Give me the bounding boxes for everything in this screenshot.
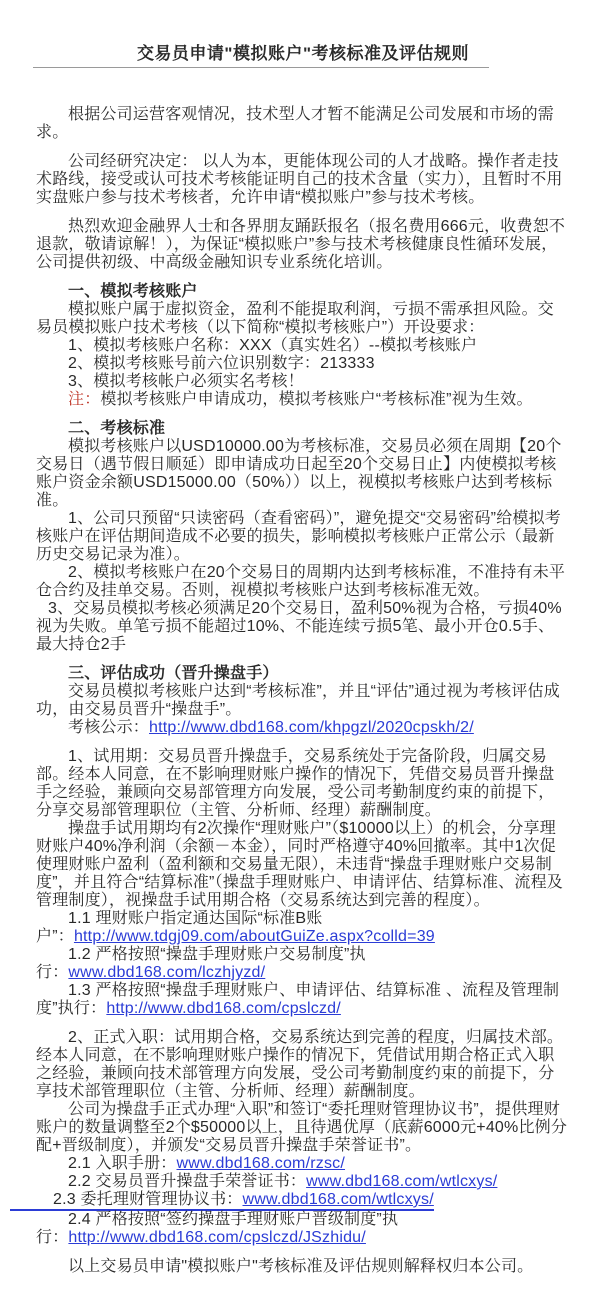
item-2-4-text: 2.4 严格按照“签约操盘手理财账户晋级制度”执 [68, 1211, 399, 1228]
section1-item-2: 2、模拟考核账号前六位识别数字：213333 [68, 355, 375, 372]
footer-statement: 以上交易员申请"模拟账户"考核标准及评估规则解释权归本公司。 [68, 1258, 534, 1275]
item-2-2-link[interactable]: www.dbd168.com/wtlcxys/ [306, 1173, 498, 1190]
formal-employment-paragraph: 2、正式入职：试用期合格，交易系统达到完善的程度，归属技术部。经本人同意，在不影响理财账户操作的情况下，凭借试用期合格正式入职之经验，兼顾向技术部管理方向发展，受公司考勤制度约束的前提下，分享技术部管理职位（主管、分析师、经理）薪酬制度。 [36, 1029, 564, 1100]
formal-employment-paragraph-2: 公司为操盘手正式办理“入职”和签订“委托理财管理协议书”，提供理财账户的数量调整至2个$50000以上，且待遇优厚（底薪6000元+40%比例分配+晋级制度），并颁发“交易员晋升操盘手荣誉证书”。 [36, 1101, 568, 1154]
list-item-2-3 [36, 1191, 570, 1211]
intro-paragraph-2: 公司经研究决定： 以人为本，更能体现公司的人才战略。操作者走技术路线，接受或认可技术考核能证明自己的技术含量（实力），且暂时不用实盘账户参与技术考核者，允许申请“模拟账户”参与技术考核。 [36, 153, 563, 206]
assessment-publicity-line [36, 719, 570, 737]
trial-period-paragraph: 1、试用期：交易员晋升操盘手，交易系统处于完备阶段，归属交易部。经本人同意，在不影响理财账户操作的情况下，凭借交易员晋升操盘手之经验，兼顾向交易部管理方向发展，受公司考勤制度约束的前提下，分享交易部管理职位（主管、分析师、经理）薪酬制度。 [36, 748, 555, 819]
list-item-2-2 [36, 1173, 570, 1191]
section2-lead: 模拟考核账户以USD10000.00为考核标准，交易员必须在周期【20个交易日（遇节假日顺延）即申请成功日起至20个交易日止】内使模拟考核账户资金余额USD15000.00（50%））以上，视模拟考核账户达到考核标准。 [36, 438, 562, 509]
item-1-3-label: 度”执行： [36, 1000, 107, 1017]
section3-heading: 三、评估成功（晋升操盘手） [68, 665, 279, 682]
section1-item-1: 1、模拟考核账户名称：XXX（真实姓名）--模拟考核账户 [68, 337, 478, 354]
item-1-1-label: 户”： [36, 928, 74, 945]
section2-item-1: 1、公司只预留“只读密码（查看密码）”，避免提交“交易密码”给模拟考核账户在评估期间造成不必要的损失，影响模拟考核账户正常公示（最新历史交易记录为准）。 [36, 510, 562, 563]
section2-heading: 二、考核标准 [68, 420, 166, 437]
list-item-1-1 [36, 910, 570, 946]
item-1-1-link[interactable]: http://www.tdgj09.com/aboutGuiZe.aspx?colld=39 [73, 928, 435, 945]
item-1-3-text: 1.3 严格按照“操盘手理财账户、申请评估、结算标准 、流程及管理制 [68, 982, 560, 999]
item-1-2-link[interactable]: www.dbd168.com/lczhjyzd/ [68, 964, 266, 981]
section1-note [36, 391, 570, 409]
item-2-2-label: 2.2 交易员晋升操盘手荣誉证书： [68, 1173, 307, 1190]
list-item-1-3 [36, 982, 570, 1018]
section1-heading: 一、模拟考核账户 [68, 283, 198, 300]
list-item-2-4 [36, 1211, 570, 1247]
item-2-3-underlined-line [10, 1191, 434, 1211]
section1-lead: 模拟账户属于虚拟资金，盈利不能提取利润，亏损不需承担风险。交易员模拟账户技术考核（以下简称“模拟考核账户”）开设要求： [36, 301, 555, 336]
assessment-publicity-label: 考核公示： [68, 719, 150, 736]
assessment-publicity-link[interactable]: http://www.dbd168.com/khpgzl/2020cpskh/2/ [149, 719, 474, 736]
item-1-2-label: 行： [36, 964, 69, 981]
item-2-1-label: 2.1 入职手册： [68, 1155, 177, 1172]
item-2-1-link[interactable]: www.dbd168.com/rzsc/ [176, 1155, 346, 1172]
list-item-2-1 [36, 1155, 570, 1173]
title-rule [33, 67, 489, 68]
item-2-3-link[interactable]: www.dbd168.com/wtlcxys/ [242, 1191, 434, 1208]
trial-period-paragraph-2: 操盘手试用期均有2次操作“理财账户”（$10000以上）的机会，分享理财账户40%净利润（余额－本金），同时严格遵守40%回撤率。其中1次促使理财账户盈利（盈利额和交易量无限），未违背“操盘手理财账户交易制度”，并且符合“结算标准”（操盘手理财账户、申请评估、结算标准、流程及管理制度），视操盘手试用期合格（交易系统达到完善的程度）。 [36, 820, 563, 909]
item-2-4-link[interactable]: http://www.dbd168.com/cpslczd/JSzhidu/ [68, 1229, 366, 1246]
item-2-4-label: 行： [36, 1229, 69, 1246]
item-1-3-link[interactable]: http://www.dbd168.com/cpslczd/ [106, 1000, 341, 1017]
item-1-1-text: 1.1 理财账户指定通达国际“标准B账 [68, 910, 323, 927]
section3-lead: 交易员模拟考核账户达到“考核标准”，并且“评估”通过视为考核评估成功，由交易员晋升“操盘手”。 [36, 683, 560, 718]
note-label: 注： [68, 391, 101, 408]
section2-item-2: 2、模拟考核账户在20个交易日的周期内达到考核标准，不准持有未平仓合约及挂单交易。否则，视模拟考核账户达到考核标准无效。 [36, 564, 566, 599]
list-item-1-2 [36, 946, 570, 982]
item-2-3-label: 2.3 委托理财管理协议书： [53, 1191, 243, 1208]
note-text: 模拟考核账户申请成功，模拟考核账户“考核标准”视为生效。 [100, 391, 533, 408]
section1-item-3: 3、模拟考核帐户必须实名考核！ [68, 373, 304, 390]
intro-paragraph-3: 热烈欢迎金融界人士和各界朋友踊跃报名（报名费用666元，收费恕不退款，敬请谅解！），为保证“模拟账户”参与技术考核健康良性循环发展，公司提供初级、中高级金融知识专业系统化培训。 [36, 218, 566, 271]
section2-item-3: 3、交易员模拟考核必须满足20个交易日，盈利50%视为合格，亏损40%视为失败。单笔亏损不能超过10%、不能连续亏损5笔、最小开仓0.5手、最大持仓2手 [36, 600, 562, 653]
item-1-2-text: 1.2 严格按照“操盘手理财账户交易制度”执 [68, 946, 366, 963]
intro-paragraph-1: 根据公司运营客观情况，技术型人才暂不能满足公司发展和市场的需求。 [36, 106, 555, 141]
doc-title: 交易员申请"模拟账户"考核标准及评估规则 [136, 44, 470, 63]
